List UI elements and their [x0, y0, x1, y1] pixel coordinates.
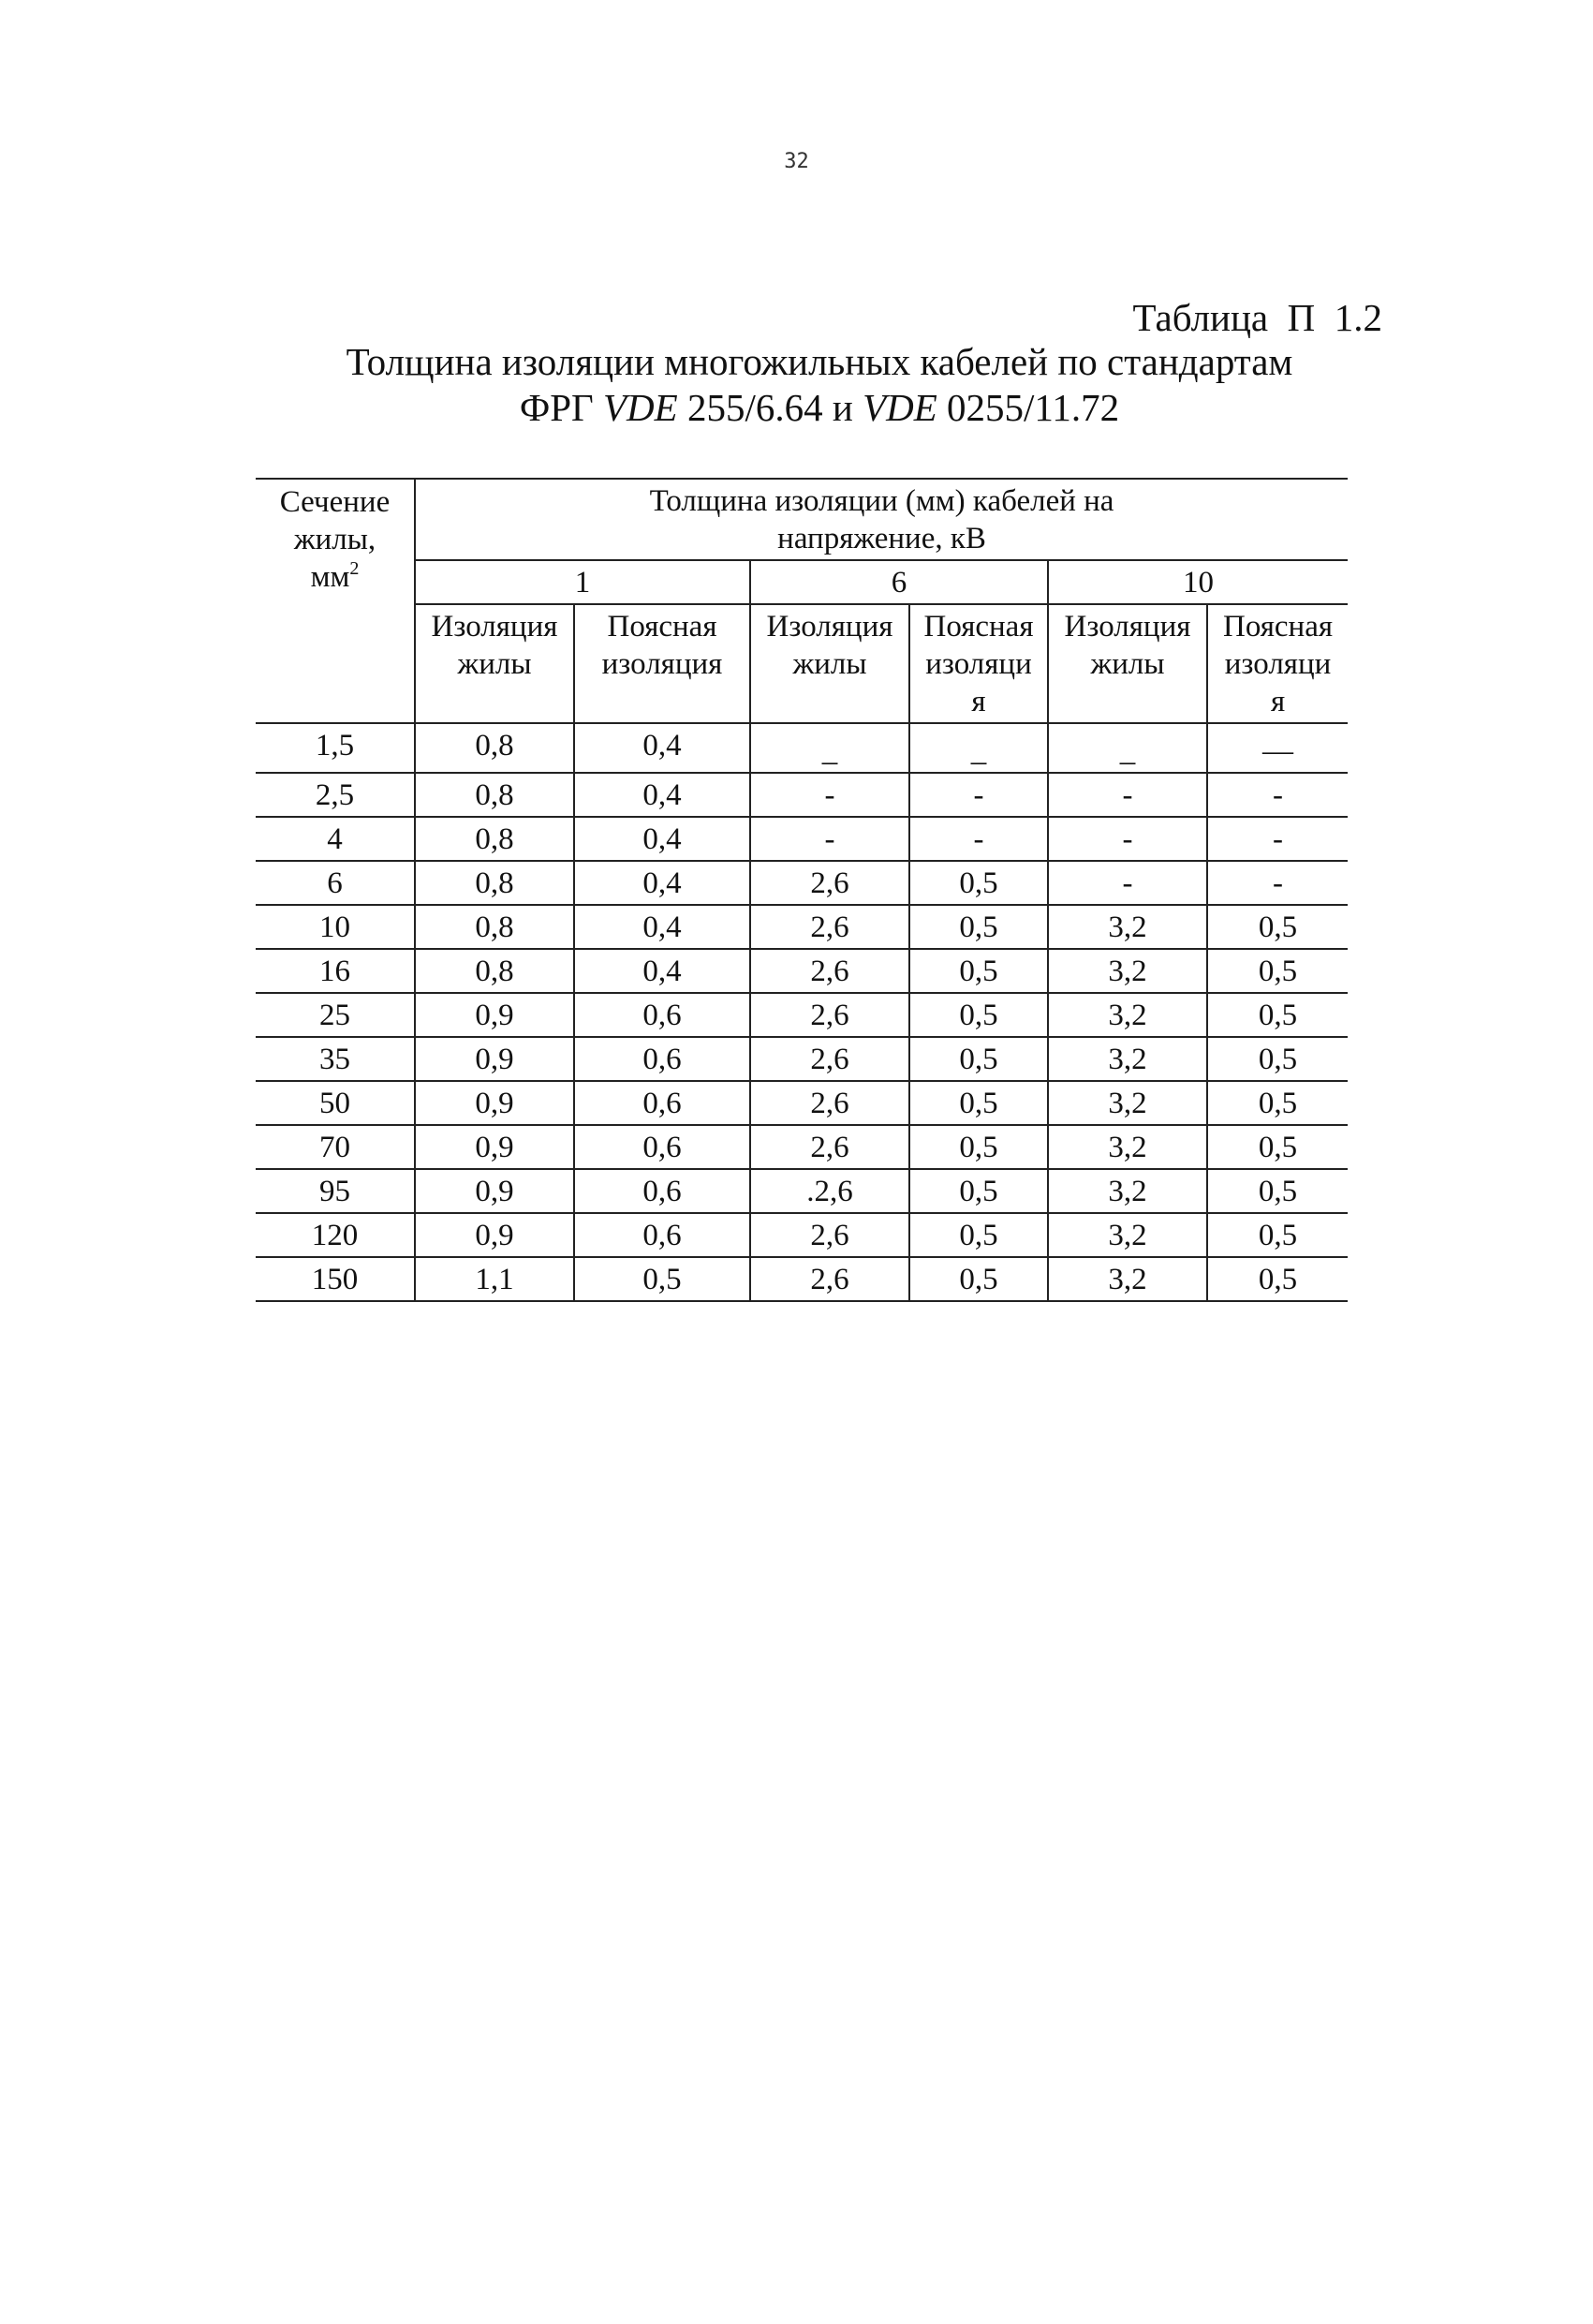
table-cell: 3,2	[1048, 1257, 1207, 1301]
table-cell: 0,5	[1207, 1125, 1348, 1169]
subheader-line: я	[971, 685, 986, 718]
caption-line-2	[281, 385, 1358, 431]
table-cell: -	[1048, 817, 1207, 861]
table-cell: —	[1207, 723, 1348, 773]
table-cell: 0,6	[574, 1081, 750, 1125]
table-cell: 0,8	[415, 817, 574, 861]
table-cell: 0,8	[415, 773, 574, 817]
header-cross-section-unit: $мм^2$	[310, 558, 360, 594]
table-cell: _	[909, 723, 1048, 773]
table-cell: -	[909, 817, 1048, 861]
table-row	[256, 1125, 1348, 1169]
table-cell: 2,6	[750, 949, 909, 993]
cell-cross-section: 120	[256, 1213, 415, 1257]
table-cell: 0,5	[1207, 905, 1348, 949]
table-row	[256, 1081, 1348, 1125]
table-cell: 0,9	[415, 1213, 574, 1257]
table-cell: 3,2	[1048, 1213, 1207, 1257]
table-row	[256, 723, 1348, 773]
table-label: Таблица П 1.2	[1132, 296, 1382, 339]
table-cell: 0,5	[909, 1213, 1048, 1257]
table-cell: 2,6	[750, 861, 909, 905]
table-row	[256, 1169, 1348, 1213]
table-cell: 0,5	[1207, 1081, 1348, 1125]
table-cell: 0,9	[415, 1037, 574, 1081]
table-cell: 0,5	[909, 1125, 1048, 1169]
cell-cross-section: 1,5	[256, 723, 415, 773]
table-cell: 0,6	[574, 1125, 750, 1169]
header-row-1	[256, 479, 1348, 560]
table-cell: -	[750, 773, 909, 817]
table-row	[256, 1213, 1348, 1257]
table-cell: 2,6	[750, 993, 909, 1037]
subheader-line: Изоляция	[431, 610, 558, 644]
caption-line-1: Толщина изоляции многожильных кабелей по стандартам	[346, 340, 1293, 383]
table-cell: 0,5	[909, 1257, 1048, 1301]
table-cell: 3,2	[1048, 993, 1207, 1037]
header-thickness-l2: напряжение, кВ	[777, 522, 986, 555]
table-cell: 0,8	[415, 905, 574, 949]
cell-cross-section: 35	[256, 1037, 415, 1081]
table-cell: -	[1048, 861, 1207, 905]
table-cell: 0,4	[574, 773, 750, 817]
subheader-line: изоляци	[925, 647, 1032, 681]
table-cell: 0,9	[415, 1125, 574, 1169]
table-cell: 3,2	[1048, 949, 1207, 993]
subheader-v10-belt	[1207, 604, 1348, 723]
table-cell: -	[909, 773, 1048, 817]
table-cell: 3,2	[1048, 905, 1207, 949]
table-cell: -	[1207, 773, 1348, 817]
table-cell: 0,8	[415, 949, 574, 993]
table-cell: 0,5	[909, 1169, 1048, 1213]
table-cell: 0,5	[574, 1257, 750, 1301]
subheader-line: жилы	[457, 647, 532, 681]
table-cell: 3,2	[1048, 1037, 1207, 1081]
subheader-line: изоляция	[601, 647, 723, 681]
table-cell: 0,4	[574, 723, 750, 773]
cell-cross-section: 16	[256, 949, 415, 993]
cell-cross-section: 50	[256, 1081, 415, 1125]
table-cell: 3,2	[1048, 1081, 1207, 1125]
subheader-line: Поясная	[923, 610, 1034, 644]
table-cell: 0,5	[1207, 949, 1348, 993]
table-cell: 0,6	[574, 1213, 750, 1257]
table-cell: 0,4	[574, 861, 750, 905]
table-row	[256, 773, 1348, 817]
table-cell: 0,5	[909, 1037, 1048, 1081]
subheader-v1-core	[415, 604, 574, 723]
table-row	[256, 861, 1348, 905]
cell-cross-section: 95	[256, 1169, 415, 1213]
table-row	[256, 949, 1348, 993]
caption-standard-1: VDE	[603, 386, 678, 429]
table-row	[256, 993, 1348, 1037]
table-cell: 0,8	[415, 723, 574, 773]
table-cell: 0,5	[1207, 1257, 1348, 1301]
header-row-voltages	[256, 560, 1348, 604]
table-cell: 0,9	[415, 1081, 574, 1125]
insulation-thickness-table	[256, 478, 1348, 1302]
table-cell: 0,5	[1207, 1169, 1348, 1213]
table-cell: 0,4	[574, 905, 750, 949]
table-cell: 0,9	[415, 993, 574, 1037]
table-cell: 0,6	[574, 1169, 750, 1213]
table-cell: 2,6	[750, 1213, 909, 1257]
table-cell: 0,5	[909, 993, 1048, 1037]
subheader-line: я	[1270, 685, 1286, 718]
cell-cross-section: 2,5	[256, 773, 415, 817]
table-cell: -	[1207, 817, 1348, 861]
subheader-line: Изоляция	[766, 610, 893, 644]
caption-suffix: 0255/11.72	[937, 386, 1120, 429]
cell-cross-section: 6	[256, 861, 415, 905]
header-thickness-l1: Толщина изоляции (мм) кабелей на	[649, 484, 1114, 518]
cell-cross-section: 70	[256, 1125, 415, 1169]
cell-cross-section: 150	[256, 1257, 415, 1301]
table-cell: 0,5	[909, 861, 1048, 905]
subheader-line: изоляци	[1224, 647, 1332, 681]
header-cross-section-l1: Сечение	[279, 485, 391, 519]
table-cell: 3,2	[1048, 1125, 1207, 1169]
subheader-line: Поясная	[607, 610, 717, 644]
caption-standard-2: VDE	[863, 386, 937, 429]
subheader-line: жилы	[1090, 647, 1165, 681]
table-cell: 3,2	[1048, 1169, 1207, 1213]
table-cell: -	[1048, 773, 1207, 817]
table-row	[256, 817, 1348, 861]
subheader-line: жилы	[792, 647, 867, 681]
subheader-v1-belt	[574, 604, 750, 723]
cell-cross-section: 25	[256, 993, 415, 1037]
table-cell: -	[1207, 861, 1348, 905]
unit-superscript: 2	[349, 558, 360, 579]
header-voltage-6: 6	[750, 560, 1048, 604]
table-cell: _	[1048, 723, 1207, 773]
subheader-v6-core	[750, 604, 909, 723]
table-cell: 0,6	[574, 1037, 750, 1081]
table-cell: 0,5	[1207, 993, 1348, 1037]
page-number: 32	[784, 150, 809, 173]
table-cell: 2,6	[750, 1257, 909, 1301]
subheader-line: Поясная	[1223, 610, 1334, 644]
caption-prefix: ФРГ	[519, 386, 604, 429]
cell-cross-section: 4	[256, 817, 415, 861]
table-cell: .2,6	[750, 1169, 909, 1213]
table-cell: 0,4	[574, 817, 750, 861]
caption-mid: 255/6.64 и	[677, 386, 863, 429]
header-voltage-1: 1	[415, 560, 750, 604]
subheader-v6-belt	[909, 604, 1048, 723]
table-row	[256, 905, 1348, 949]
header-voltage-10: 10	[1048, 560, 1348, 604]
table-cell: 0,5	[909, 905, 1048, 949]
cell-cross-section: 10	[256, 905, 415, 949]
table-cell: 0,6	[574, 993, 750, 1037]
table-row	[256, 1037, 1348, 1081]
header-row-subcolumns	[256, 604, 1348, 723]
table-cell: 2,6	[750, 1037, 909, 1081]
table-cell: 2,6	[750, 1125, 909, 1169]
table-cell: 2,6	[750, 905, 909, 949]
table-cell: 0,9	[415, 1169, 574, 1213]
subheader-line: Изоляция	[1064, 610, 1191, 644]
table-cell: 0,8	[415, 861, 574, 905]
table-cell: 0,4	[574, 949, 750, 993]
subheader-v10-core	[1048, 604, 1207, 723]
table-cell: -	[750, 817, 909, 861]
table-cell: 0,5	[1207, 1037, 1348, 1081]
table-cell: 0,5	[909, 949, 1048, 993]
header-cross-section-l2: жилы,	[293, 523, 376, 556]
table-row	[256, 1257, 1348, 1301]
table-caption	[281, 339, 1358, 431]
header-thickness	[415, 479, 1348, 560]
table-cell: 0,5	[1207, 1213, 1348, 1257]
table-cell: 2,6	[750, 1081, 909, 1125]
table-cell: _	[750, 723, 909, 773]
table-cell: 0,5	[909, 1081, 1048, 1125]
table-cell: 1,1	[415, 1257, 574, 1301]
header-cross-section	[256, 479, 415, 723]
